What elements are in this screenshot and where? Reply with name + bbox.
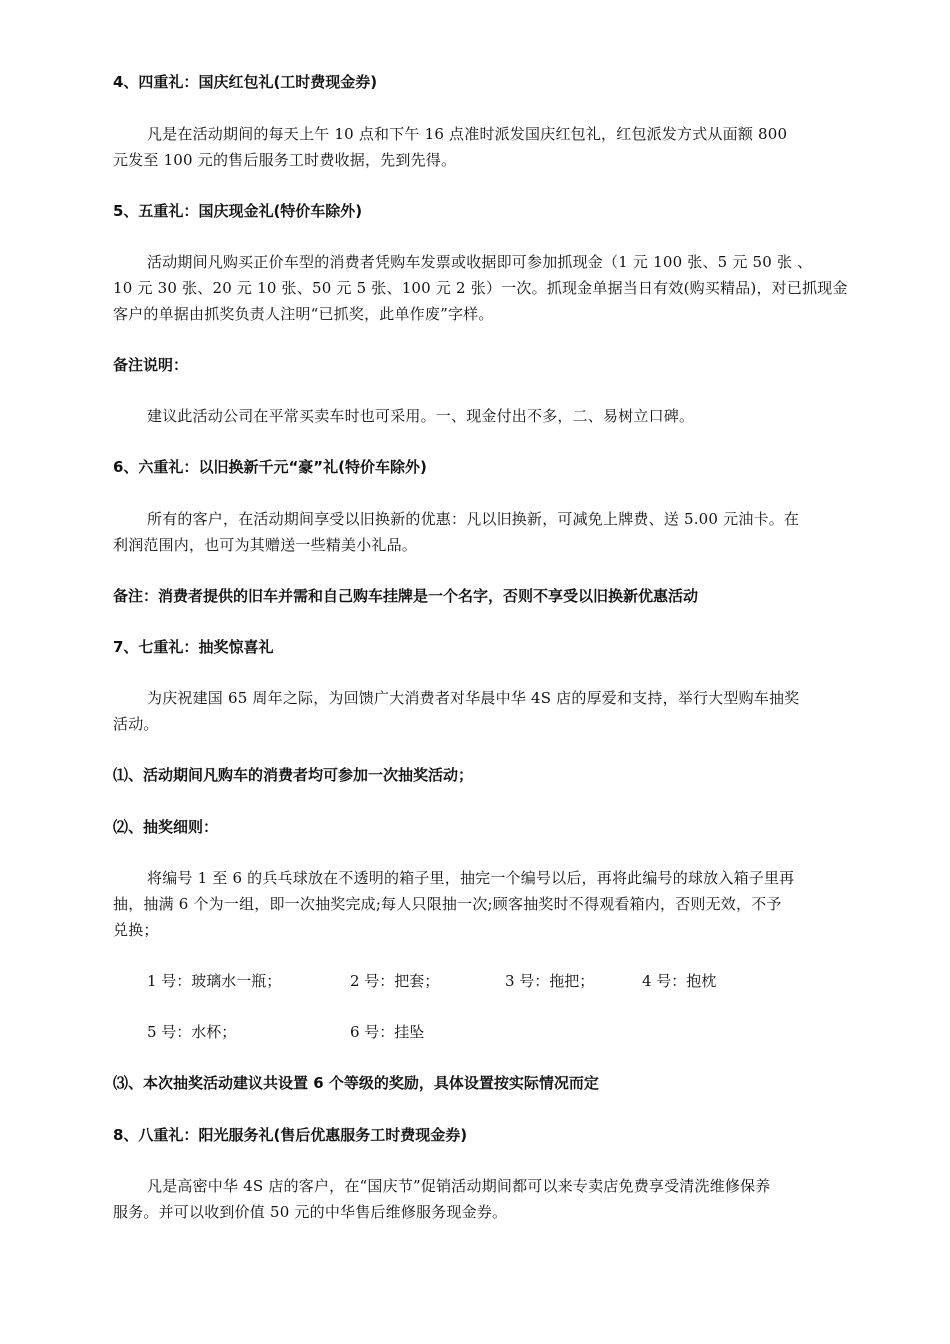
subitem-1: ⑴、活动期间凡购车的消费者均可参加一次抽奖活动； [113, 766, 474, 784]
rules-text-line-1: 将编号 1 至 6 的兵乓球放在不透明的箱子里，抽完一个编号以后，再将此编号的球放入箱子里再 [147, 869, 795, 887]
prize-1: 1 号：玻璃水一瓶； [147, 972, 282, 990]
note-heading: 备注说明： [113, 356, 189, 374]
section-8-heading: 8、八重礼：阳光服务礼(售后优惠服务工时费现金券) [113, 1126, 468, 1144]
rules-text-line-2: 抽，抽满 6 个为一组，即一次抽奖完成;每人只限抽一次;顾客抽奖时不得观看箱内，否则无效，不予 [113, 895, 782, 913]
section-4-text-line-1: 凡是在活动期间的每天上午 10 点和下午 16 点准时派发国庆红包礼，红包派发方式从面额 800 [147, 125, 788, 143]
section-6-note: 备注：消费者提供的旧车并需和自己购车挂牌是一个名字，否则不享受以旧换新优惠活动 [113, 587, 699, 605]
section-4-heading: 4、四重礼：国庆红包礼(工时费现金券) [113, 73, 378, 91]
prize-5: 5 号：水杯； [147, 1023, 237, 1041]
section-5-heading: 5、五重礼：国庆现金礼(特价车除外) [113, 202, 363, 220]
rules-text-line-3: 兑换； [113, 921, 159, 939]
prize-2: 2 号：把套； [350, 972, 440, 990]
section-8-text-line-2: 服务。并可以收到价值 50 元的中华售后维修服务现金券。 [113, 1203, 508, 1221]
section-7-text-line-1: 为庆祝建国 65 周年之际，为回馈广大消费者对华晨中华 4S 店的厚爱和支持，举行大型购车抽奖 [147, 689, 800, 707]
section-6-text-line-1: 所有的客户，在活动期间享受以旧换新的优惠：凡以旧换新，可减免上牌费、送 5.00 元油卡。在 [147, 510, 800, 528]
section-6-text-line-2: 利润范围内，也可为其赠送一些精美小礼品。 [113, 536, 418, 554]
section-6-heading: 6、六重礼：以旧换新千元“豪”礼(特价车除外) [113, 458, 427, 476]
note-text: 建议此活动公司在平常买卖车时也可采用。一、现金付出不多，二、易树立口碑。 [147, 407, 695, 425]
prize-4: 4 号：抱枕 [642, 972, 717, 990]
prize-6: 6 号：挂坠 [350, 1023, 425, 1041]
section-4-text-line-2: 元发至 100 元的售后服务工时费收据，先到先得。 [113, 151, 457, 169]
subitem-2: ⑵、抽奖细则： [113, 818, 219, 836]
subitem-3: ⑶、本次抽奖活动建议共设置 6 个等级的奖励，具体设置按实际情况而定 [113, 1074, 599, 1092]
prize-3: 3 号：拖把； [505, 972, 595, 990]
section-7-text-line-2: 活动。 [113, 715, 159, 733]
section-7-heading: 7、七重礼：抽奖惊喜礼 [113, 638, 274, 656]
section-8-text-line-1: 凡是高密中华 4S 店的客户，在“国庆节”促销活动期间都可以来专卖店免费享受清洗维修保养 [147, 1177, 771, 1195]
section-5-text-line-3: 客户的单据由抓奖负责人注明“已抓奖，此单作废”字样。 [113, 305, 494, 323]
section-5-text-line-2: 10 元 30 张、20 元 10 张、50 元 5 张、100 元 2 张）一次。抓现金单据当日有效(购买精品)，对已抓现金 [113, 279, 848, 297]
section-5-text-line-1: 活动期间凡购买正价车型的消费者凭购车发票或收据即可参加抓现金（1 元 100 张、5 元 50 张 、 [147, 253, 813, 271]
